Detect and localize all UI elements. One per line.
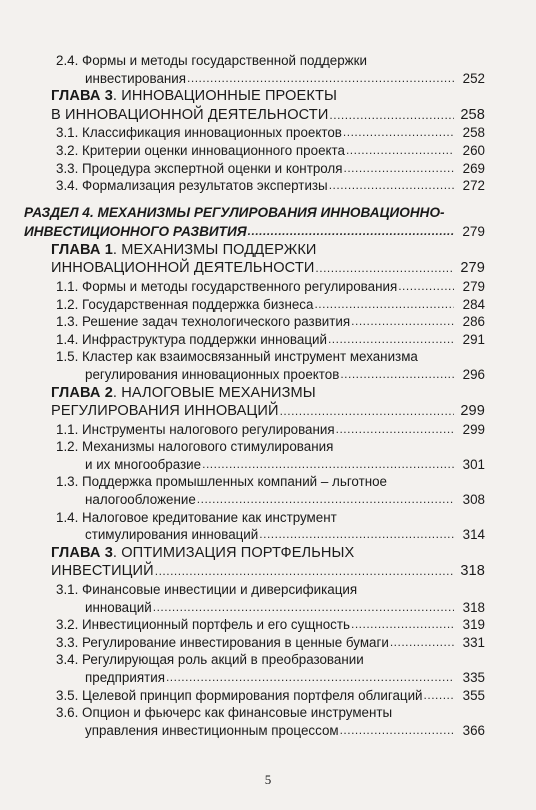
toc-page-number: 366 (462, 722, 485, 738)
dot-leader (197, 491, 454, 509)
dot-leader (343, 124, 454, 142)
toc-entry-row (0, 177, 536, 195)
toc-entry-row (0, 491, 536, 509)
toc-entry-row (0, 687, 536, 705)
toc-entry (0, 384, 536, 421)
chapter-title: В ИННОВАЦИОННОЙ ДЕЯТЕЛЬНОСТИ (51, 106, 329, 123)
toc-page-number: 335 (462, 670, 485, 685)
chapter-heading-line: ГЛАВА 3. ИННОВАЦИОННЫЕ ПРОЕКТЫ (51, 88, 337, 105)
dot-leader (259, 526, 454, 544)
toc-entry-title: 1.1. Инструменты налогового регулирования (56, 421, 335, 437)
part-heading-row (0, 222, 536, 241)
dot-leader (329, 177, 454, 195)
dot-leader (155, 562, 454, 581)
toc-entry-title: 3.2. Инвестиционный портфель и его сущность (56, 617, 350, 633)
part-heading-line: РАЗДЕЛ 4. МЕХАНИЗМЫ РЕГУЛИРОВАНИЯ ИННОВАЦИОННО- (24, 204, 445, 220)
toc-entry (0, 124, 536, 142)
toc-entry (0, 473, 536, 508)
toc-entry-row (0, 160, 536, 178)
chapter-title: ИННОВАЦИОННЫЕ ПРОЕКТЫ (121, 88, 337, 105)
toc-entry (0, 616, 536, 634)
toc-page-number: 279 (460, 260, 485, 277)
chapter-heading-row (0, 562, 536, 581)
dot-leader (398, 278, 454, 296)
toc-entry-line: 1.4. Налоговое кредитование как инструмент (56, 509, 337, 525)
toc-entry (0, 348, 536, 383)
chapter-heading-line: ГЛАВА 1. МЕХАНИЗМЫ ПОДДЕРЖКИ (51, 241, 317, 258)
chapter-title: ИННОВАЦИОННОЙ ДЕЯТЕЛЬНОСТИ (51, 260, 315, 277)
toc-page-number: 260 (462, 142, 485, 158)
toc-entry (0, 52, 536, 87)
toc-page-number: 269 (462, 160, 485, 176)
toc-entry-title: 1.4. Инфраструктура поддержки инноваций (56, 331, 327, 347)
toc-page-number: 318 (460, 563, 485, 580)
toc-page-number: 319 (462, 617, 485, 633)
chapter-heading-row (0, 259, 536, 278)
toc-entry (0, 241, 536, 278)
toc-entry-title: 3.3. Регулирование инвестирования в ценные бумаги (56, 634, 389, 650)
toc-page-number: 272 (462, 178, 485, 194)
dot-leader (280, 402, 454, 421)
toc-entry (0, 651, 536, 686)
toc-page-number: 331 (462, 634, 485, 650)
toc-entry (0, 296, 536, 314)
toc-entry (0, 634, 536, 652)
toc-page-number: 279 (462, 223, 485, 239)
toc-entry-row (0, 313, 536, 331)
toc-entry-title: 1.1. Формы и методы государственного регулирования (56, 278, 398, 294)
toc-entry (0, 704, 536, 739)
toc-entry (0, 544, 536, 581)
toc-page-number: 355 (462, 687, 485, 703)
toc-entry-title: и их многообразие (85, 456, 202, 472)
toc-entry-title: 3.4. Формализация результатов экспертизы (56, 178, 328, 194)
toc-entry-title: налогообложение (85, 492, 196, 508)
chapter-heading-row (0, 402, 536, 421)
toc-entry-title: инноваций (85, 599, 152, 615)
toc-entry-row (0, 331, 536, 349)
page-number: 5 (264, 772, 272, 787)
toc-page-number: 258 (460, 106, 485, 123)
dot-leader (351, 313, 454, 331)
toc-page-number: 299 (460, 403, 485, 420)
toc-page-number: 291 (462, 331, 485, 347)
toc-entry-title: 3.1. Классификация инновационных проектов (56, 125, 342, 141)
toc-entry-row (0, 669, 536, 687)
chapter-label: ГЛАВА 1 (51, 241, 113, 258)
toc-entry-row (0, 599, 536, 617)
chapter-label: ГЛАВА 2 (51, 384, 113, 401)
dot-leader (329, 106, 454, 125)
chapter-title: НАЛОГОВЫЕ МЕХАНИЗМЫ (121, 384, 316, 401)
dot-leader (424, 687, 454, 705)
toc-page-number: 279 (462, 278, 485, 294)
toc-entry-title: стимулирования инноваций (85, 527, 259, 543)
toc-entry (0, 142, 536, 160)
chapter-heading-line: ГЛАВА 3. ОПТИМИЗАЦИЯ ПОРТФЕЛЬНЫХ (51, 544, 355, 561)
dot-leader (328, 331, 454, 349)
dot-leader (166, 669, 454, 687)
chapter-title: ОПТИМИЗАЦИЯ ПОРТФЕЛЬНЫХ (121, 544, 355, 561)
dot-leader (340, 722, 454, 740)
toc-entry-title: инвестирования (85, 70, 187, 86)
toc-entry-line: 1.5. Кластер как взаимосвязанный инструмент механизма (56, 349, 418, 365)
toc-entry (0, 177, 536, 195)
toc-entry-line: 3.4. Регулирующая роль акций в преобразовании (56, 652, 364, 668)
toc-entry-row (0, 278, 536, 296)
toc-entry (0, 331, 536, 349)
spacer (0, 195, 536, 203)
toc-entry-title: 3.5. Целевой принцип формирования портфеля облигаций (56, 687, 423, 703)
toc-page-number: 258 (462, 125, 485, 141)
toc-entry (0, 581, 536, 616)
dot-leader (187, 70, 454, 88)
toc-entry-row (0, 456, 536, 474)
dot-leader (336, 421, 454, 439)
toc-page-number: 299 (462, 421, 485, 437)
toc-entry-line: 1.3. Поддержка промышленных компаний – льготное (56, 474, 387, 490)
toc-page-number: 301 (462, 456, 485, 472)
dot-leader (390, 634, 454, 652)
toc-page-number: 284 (462, 296, 485, 312)
chapter-title: РЕГУЛИРОВАНИЯ ИННОВАЦИЙ (51, 403, 279, 420)
toc-entry (0, 278, 536, 296)
toc-page-number: 296 (462, 366, 485, 382)
dot-leader (248, 222, 454, 241)
dot-leader (344, 160, 455, 178)
toc-entry (0, 87, 536, 124)
toc-entry-row (0, 421, 536, 439)
toc-entry-title: 1.2. Государственная поддержка бизнеса (56, 296, 314, 312)
toc-entry-row (0, 142, 536, 160)
toc-entry-line: 3.6. Опцион и фьючерс как финансовые инструменты (56, 705, 393, 721)
toc-entry-row (0, 526, 536, 544)
toc-entry-line: 2.4. Формы и методы государственной поддержки (56, 53, 367, 68)
dot-leader (202, 456, 454, 474)
table-of-contents (0, 52, 536, 739)
toc-entry (0, 160, 536, 178)
toc-entry-title: 3.3. Процедура экспертной оценки и контроля (56, 160, 343, 176)
dot-leader (351, 616, 454, 634)
toc-page-number: 318 (462, 599, 485, 615)
toc-entry (0, 195, 536, 241)
toc-entry (0, 687, 536, 705)
chapter-heading-row (0, 106, 536, 125)
toc-entry (0, 438, 536, 473)
dot-leader (153, 599, 454, 617)
dot-leader (340, 366, 454, 384)
toc-page-number: 252 (462, 70, 485, 86)
toc-entry (0, 509, 536, 544)
toc-entry-row (0, 366, 536, 384)
toc-entry-row (0, 722, 536, 740)
chapter-label: ГЛАВА 3 (51, 544, 113, 561)
toc-entry-row (0, 70, 536, 88)
chapter-title: МЕХАНИЗМЫ ПОДДЕРЖКИ (121, 241, 317, 258)
chapter-heading-line: ГЛАВА 2. НАЛОГОВЫЕ МЕХАНИЗМЫ (51, 384, 316, 401)
dot-leader (346, 142, 454, 160)
toc-entry-line: 1.2. Механизмы налогового стимулирования (56, 439, 334, 455)
toc-entry-row (0, 296, 536, 314)
chapter-title: ИНВЕСТИЦИЙ (51, 563, 154, 580)
toc-entry (0, 421, 536, 439)
toc-entry (0, 313, 536, 331)
toc-page-number: 308 (462, 492, 485, 508)
toc-entry-title: управления инвестиционным процессом (85, 722, 339, 738)
toc-page-number: 314 (462, 527, 485, 543)
toc-entry-title: 3.2. Критерии оценки инновационного проекта (56, 142, 345, 158)
toc-entry-title: предприятия (85, 670, 165, 685)
toc-entry-row (0, 634, 536, 652)
chapter-label: ГЛАВА 3 (51, 88, 113, 105)
toc-entry-row (0, 616, 536, 634)
toc-entry-title: 1.3. Решение задач технологического развития (56, 314, 351, 330)
toc-entry-title: регулирования инновационных проектов (85, 366, 340, 382)
toc-page-number: 286 (462, 314, 485, 330)
dot-leader (315, 259, 454, 278)
part-title: ИНВЕСТИЦИОННОГО РАЗВИТИЯ (24, 223, 247, 239)
toc-entry-row (0, 124, 536, 142)
dot-leader (314, 296, 454, 314)
toc-entry-line: 3.1. Финансовые инвестиции и диверсификация (56, 582, 358, 598)
